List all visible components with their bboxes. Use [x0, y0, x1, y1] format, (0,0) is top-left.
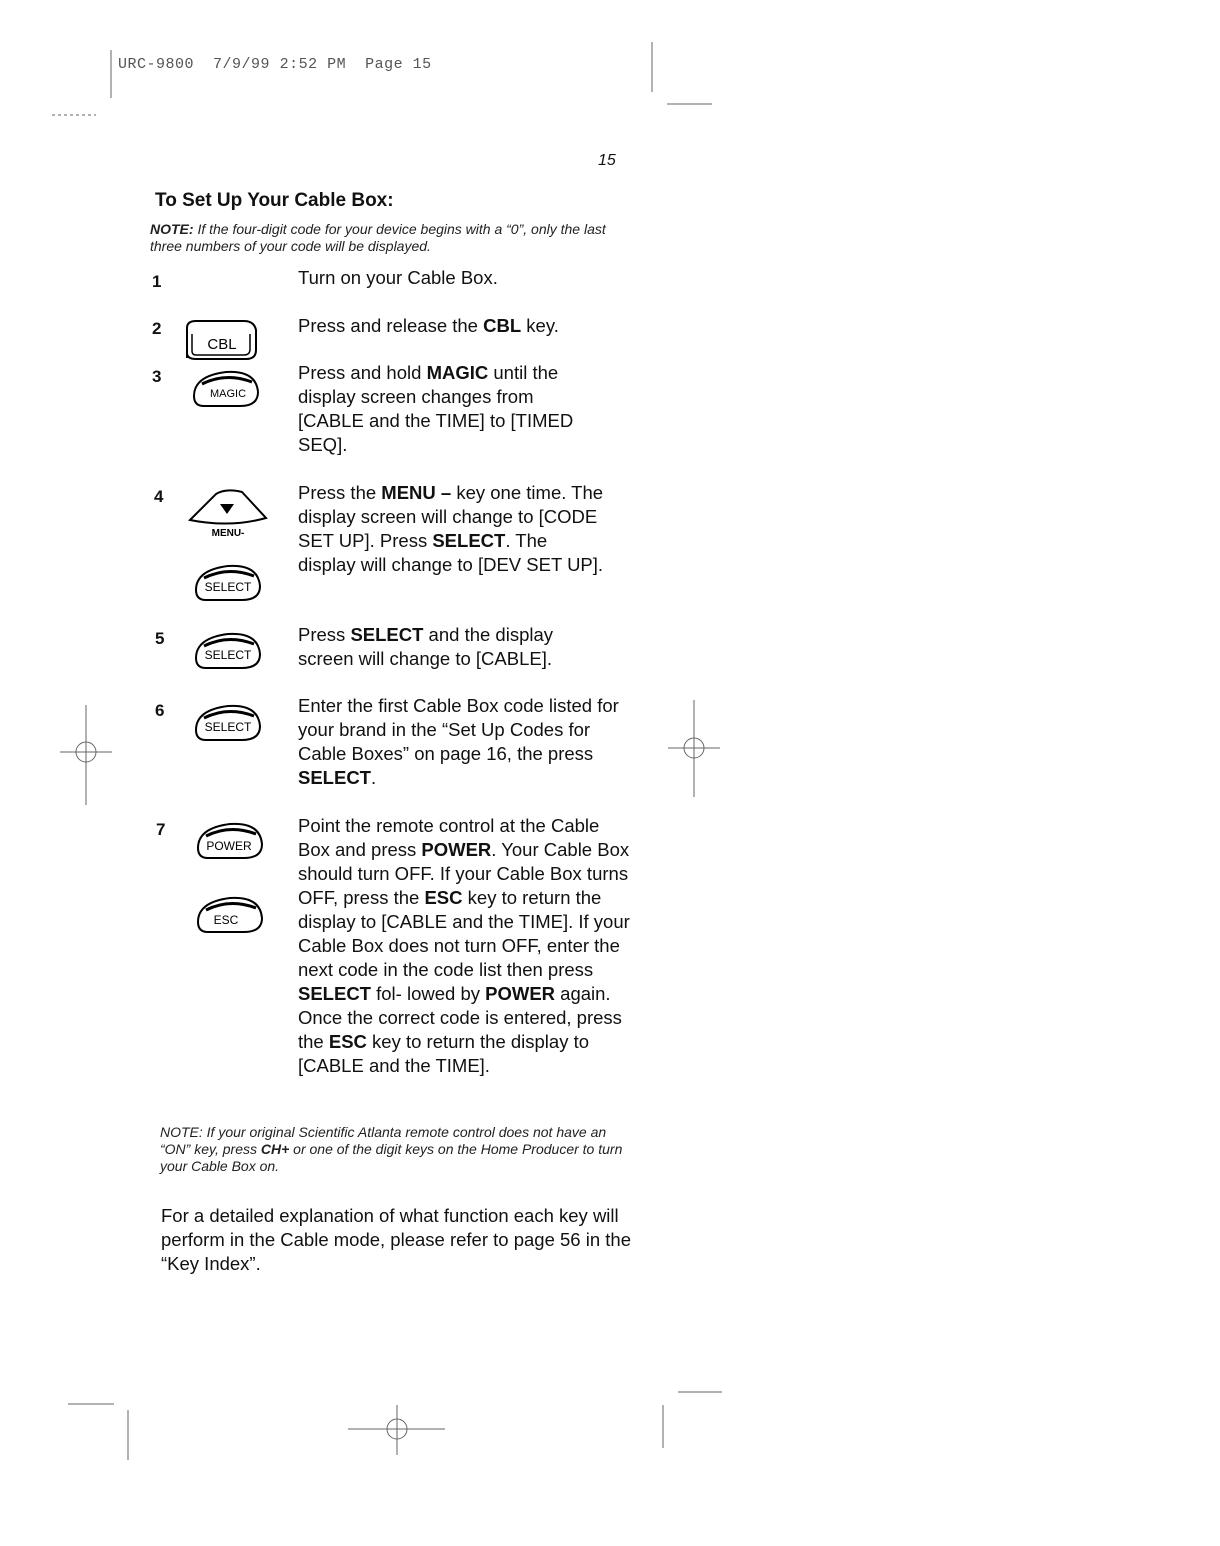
power-key-label: POWER	[206, 839, 252, 853]
select-key-label: SELECT	[204, 648, 252, 662]
step-number: 6	[155, 701, 165, 720]
print-slug	[118, 56, 432, 73]
select-key-label: SELECT	[204, 720, 252, 734]
note-top-label: NOTE:	[150, 221, 194, 237]
note-bottom: NOTE: If your original Scientific Atlanta remote control does not have an “ON” key, press CH+ or one of the digit keys on the Home Producer to turn your Cable Box on.	[160, 1124, 623, 1174]
step-number: 5	[155, 629, 165, 648]
magic-key-label: MAGIC	[209, 388, 247, 400]
section-heading: To Set Up Your Cable Box:	[155, 190, 394, 211]
slug-date: 7/9/99	[213, 56, 271, 73]
select-key-label: SELECT	[204, 580, 252, 594]
step-text: Press SELECT and the display screen will change to [CABLE].	[298, 624, 554, 669]
step-number: 1	[152, 272, 162, 291]
slug-page: Page 15	[365, 56, 432, 73]
page-number: 15	[598, 152, 616, 169]
footer-paragraph: For a detailed explanation of what function each key will perform in the Cable mode, please refer to page 56 in the “Key Index”.	[161, 1205, 631, 1274]
slug-doc: URC-9800	[118, 56, 195, 73]
select-key-icon	[192, 628, 264, 672]
step-text: Turn on your Cable Box.	[298, 267, 498, 288]
esc-key-label: ESC	[213, 913, 239, 927]
note-top-text: If the four-digit code for your device begins with a “0”, only the last three numbers of your code will be displayed.	[150, 221, 606, 254]
step-number: 4	[154, 487, 164, 506]
step-number: 3	[152, 367, 162, 386]
menu-key-label: MENU-	[211, 528, 245, 539]
menu-minus-key-icon	[186, 484, 270, 542]
power-key-icon	[194, 818, 266, 862]
cbl-key-icon	[184, 318, 260, 362]
step-text: Enter the first Cable Box code listed for your brand in the “Set Up Codes for Cable Boxes” on page 16, the press SELECT.	[298, 695, 619, 788]
step-text: Press and hold MAGIC until the display screen changes from [CABLE and the TIME] to [TIMED SEQ].	[298, 362, 574, 455]
step-number: 2	[152, 319, 162, 338]
step-number: 7	[156, 820, 166, 839]
slug-time: 2:52 PM	[279, 56, 347, 73]
select-key-icon	[192, 560, 264, 604]
cbl-key-label: CBL	[207, 336, 237, 353]
magic-key-icon	[190, 366, 262, 410]
select-key-icon	[192, 700, 264, 744]
esc-key-icon	[194, 892, 266, 936]
step-text: Press and release the CBL key.	[298, 315, 559, 336]
step-text: Point the remote control at the Cable Box and press POWER. Your Cable Box should turn OFF. If your Cable Box turns OFF, press the ESC key to return the display to [CABLE and the TIME]. If your Cable Box does not turn OFF, enter the next code in the code list then press SELECT fol- lowed by POWER again. Once the correct code is entered, press the ESC key to return the display to [CABLE and the TIME].	[298, 815, 630, 1076]
note-top	[150, 221, 630, 255]
step-text: Press the MENU – key one time. The display screen will change to [CODE SET UP]. Press SELECT. The display will change to [DEV SET UP].	[298, 482, 604, 575]
